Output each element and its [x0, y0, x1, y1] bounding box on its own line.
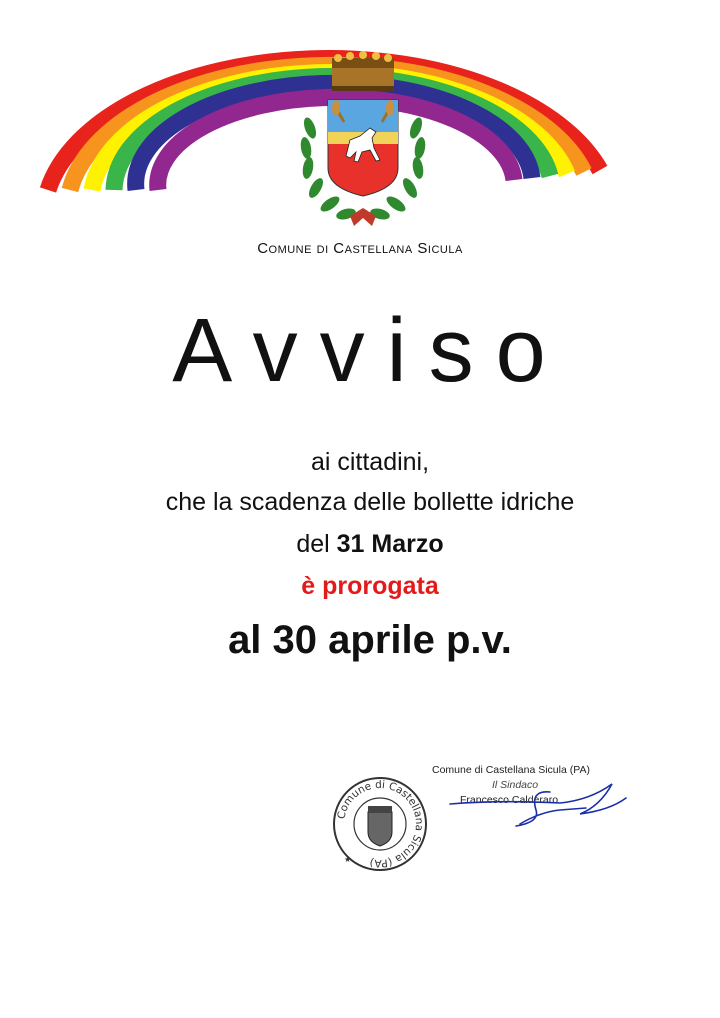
notice-line-recipients: ai cittadini,: [310, 448, 430, 476]
notice-line-subject: che la scadenza delle bollette idriche: [165, 488, 575, 516]
signature-name: Francesco Calderaro: [460, 794, 559, 806]
signature-role: Il Sindaco: [492, 779, 539, 791]
handwritten-signature-icon: [440, 770, 640, 840]
original-date: 31 Marzo: [336, 530, 444, 558]
signature-office: Comune di Castellana Sicula (PA): [432, 764, 590, 776]
official-stamp-icon: [330, 774, 430, 874]
original-date-prefix: del: [296, 530, 337, 558]
stamp-text: Comune di Castellana Sicula (PA): [335, 778, 426, 870]
notice-line-new-deadline: al 30 aprile p.v.: [228, 618, 512, 662]
notice-line-extended: è prorogata: [301, 572, 439, 600]
notice-title: Avviso: [172, 301, 568, 401]
coat-of-arms-icon: [288, 48, 438, 233]
svg-text:★: ★: [344, 855, 352, 864]
notice-line-original-date: [0, 530, 720, 559]
municipality-name: Comune di Castellana Sicula: [257, 240, 463, 257]
